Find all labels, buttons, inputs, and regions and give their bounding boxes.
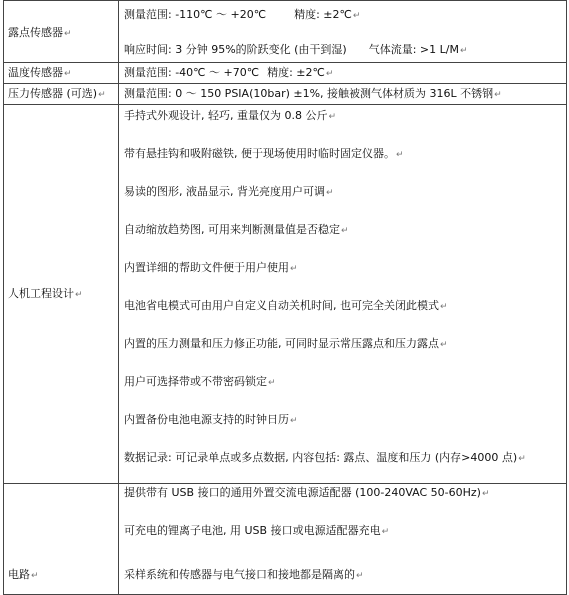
ergonomics-item-text: 易读的图形, 液晶显示, 背光亮度用户可调 (124, 185, 325, 198)
table-row-pressure (4, 84, 567, 105)
paragraph-mark: ↵ (494, 90, 502, 100)
table-row-ergonomics (4, 105, 567, 484)
circuit-item (124, 524, 389, 539)
circuit-label (4, 568, 39, 583)
row-label-cell (4, 63, 119, 84)
ergonomics-item (124, 223, 349, 238)
ergonomics-item (124, 375, 276, 390)
paragraph-mark: ↵ (356, 571, 364, 581)
table-row-temperature (4, 63, 567, 84)
row-label-cell (4, 84, 119, 105)
row-value-cell (119, 484, 567, 595)
paragraph-mark: ↵ (290, 264, 298, 274)
pressure-value (119, 84, 566, 102)
paragraph-mark: ↵ (341, 226, 349, 236)
ergonomics-item-text: 内置的压力测量和压力修正功能, 可同时显示常压露点和压力露点 (124, 337, 439, 350)
table-row-circuit (4, 484, 567, 595)
ergonomics-item (124, 299, 448, 314)
temperature-range: 测量范围: -40℃ ～ +70℃ (124, 66, 260, 79)
temperature-accuracy: 精度: ±2℃ (267, 66, 325, 79)
row-value-cell (119, 1, 567, 63)
pressure-label-text: 压力传感器 (可选) (8, 87, 98, 100)
paragraph-mark: ↵ (481, 489, 490, 499)
paragraph-mark: ↵ (325, 69, 334, 79)
temperature-value (119, 63, 566, 81)
paragraph-mark: ↵ (75, 290, 83, 300)
ergonomics-item (124, 413, 298, 428)
ergonomics-item (124, 451, 526, 466)
temperature-label-text: 温度传感器 (8, 66, 63, 79)
ergonomics-item-text: 带有悬挂钩和吸附磁铁, 便于现场使用时临时固定仪器。 (124, 147, 395, 160)
paragraph-mark: ↵ (268, 378, 276, 388)
paragraph-mark: ↵ (352, 11, 361, 21)
circuit-item (124, 486, 490, 501)
row-value-cell (119, 63, 567, 84)
ergonomics-item-text: 自动缩放趋势图, 可用来判断测量值是否稳定 (124, 223, 340, 236)
row-label-cell (4, 105, 119, 484)
dew-point-response: 响应时间: 3 分钟 95%的阶跃变化 (由干到湿) (124, 43, 347, 56)
spec-table (3, 0, 567, 595)
paragraph-mark: ↵ (440, 340, 448, 350)
dew-point-label-text: 露点传感器 (8, 26, 63, 39)
paragraph-mark: ↵ (328, 112, 337, 122)
ergonomics-item (124, 147, 404, 162)
dew-point-line-1 (124, 8, 360, 23)
ergonomics-item-text: 数据记录: 可记录单点或多点数据, 内容包括: 露点、温度和压力 (内存>4000 点) (124, 451, 518, 464)
pressure-value-text: 测量范围: 0 ～ 150 PSIA(10bar) ±1%, 接触被测气体材质为 316L 不锈钢 (124, 87, 494, 100)
ergonomics-label-text: 人机工程设计 (8, 287, 74, 300)
table-row-dew-point (4, 1, 567, 63)
ergonomics-item (124, 185, 334, 200)
dew-point-label (4, 26, 72, 41)
paragraph-mark: ↵ (31, 571, 39, 581)
ergonomics-label (4, 287, 83, 302)
paragraph-mark: ↵ (98, 90, 106, 100)
pressure-label (4, 84, 118, 102)
paragraph-mark: ↵ (290, 416, 298, 426)
dew-point-flow: 气体流量: >1 L/M (368, 43, 459, 56)
circuit-item-text: 采样系统和传感器与电气接口和接地都是隔离的 (124, 568, 355, 581)
paragraph-mark: ↵ (396, 150, 404, 160)
ergonomics-item (124, 261, 298, 276)
paragraph-mark: ↵ (381, 527, 390, 537)
paragraph-mark: ↵ (64, 29, 72, 39)
ergonomics-item-text: 内置详细的帮助文件便于用户使用 (124, 261, 289, 274)
dew-point-range: 测量范围: -110℃ ～ +20℃ (124, 8, 267, 21)
ergonomics-item-text: 内置备份电池电源支持的时钟日历 (124, 413, 289, 426)
circuit-item-text: 提供带有 USB 接口的通用外置交流电源适配器 (100-240VAC 50-60Hz) (124, 486, 481, 499)
ergonomics-item-text: 手持式外观设计, 轻巧, 重量仅为 0.8 公斤 (124, 109, 328, 122)
row-value-cell (119, 105, 567, 484)
ergonomics-item-text: 电池省电模式可由用户自定义自动关机时间, 也可完全关闭此模式 (124, 299, 439, 312)
ergonomics-item (124, 337, 448, 352)
dew-point-accuracy: 精度: ±2℃ (294, 8, 352, 21)
ergonomics-item-text: 用户可选择带或不带密码锁定 (124, 375, 267, 388)
paragraph-mark: ↵ (326, 188, 334, 198)
row-label-cell (4, 1, 119, 63)
row-value-cell (119, 84, 567, 105)
paragraph-mark: ↵ (440, 302, 448, 312)
paragraph-mark: ↵ (459, 46, 468, 56)
temperature-label (4, 63, 118, 81)
paragraph-mark: ↵ (64, 69, 72, 79)
row-label-cell (4, 484, 119, 595)
circuit-item (124, 568, 364, 583)
paragraph-mark: ↵ (518, 454, 526, 464)
circuit-label-text: 电路 (8, 568, 30, 581)
ergonomics-item (124, 109, 336, 124)
circuit-item-text: 可充电的锂离子电池, 用 USB 接口或电源适配器充电 (124, 524, 381, 537)
dew-point-line-2 (124, 43, 468, 58)
